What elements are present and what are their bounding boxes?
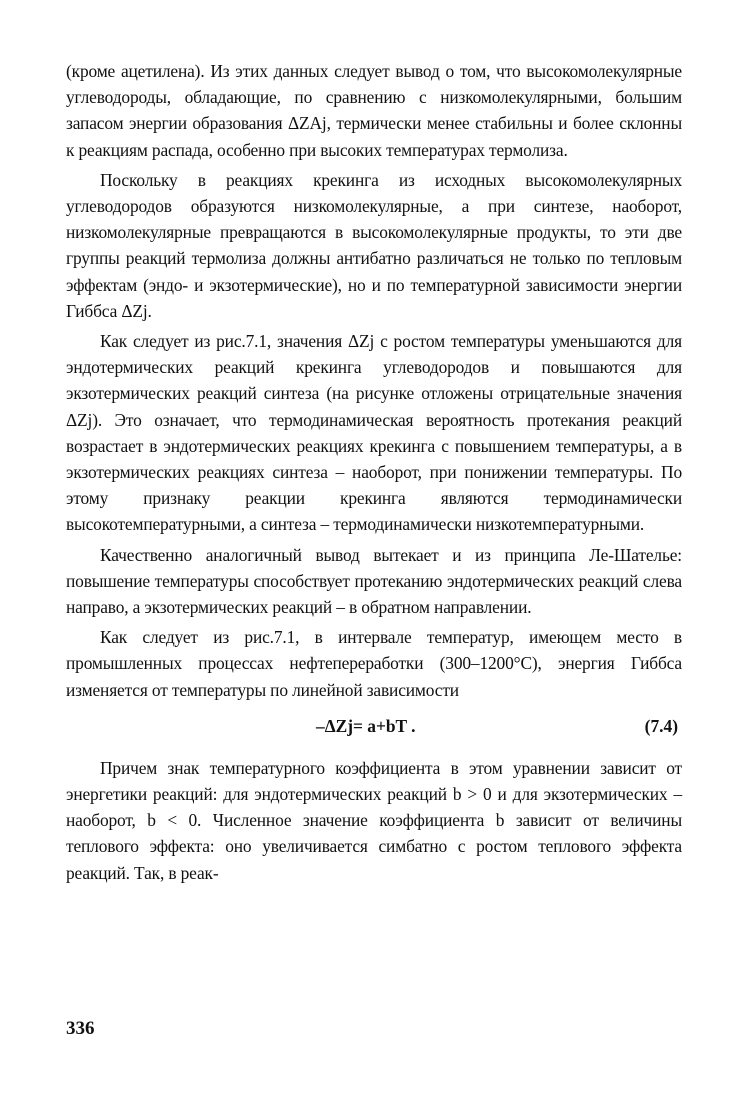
paragraph-4: Качественно аналогичный вывод вытекает и из принципа Ле-Шателье: повышение температуры способствует протеканию эндотермических реакций слева направо, а экзотермических реакций – в обратном направлении.	[66, 544, 682, 618]
paragraph-2: Поскольку в реакциях крекинга из исходных высокомолекулярных углеводородов образуются низкомолекулярные, а при синтезе, наоборот, низкомолекулярные превращаются в высокомолекулярные продукты, то эти две группы реакций термолиза должны антибатно различаться не только по тепловым эффектам (эндо- и экзотермические), но и по температурной зависимости энергии Гиббса ΔZj.	[66, 169, 682, 321]
equation-expression: –ΔZj= a+bT .	[316, 715, 416, 736]
paragraph-1: (кроме ацетилена). Из этих данных следует вывод о том, что высокомолекулярные углеводороды, обладающие, по сравнению с низкомолекулярными, большим запасом энергии образования ΔZAj, термически менее стабильны и более склонны к реакциям распада, особенно при высоких температурах термолиза.	[66, 61, 682, 160]
paragraph-3: Как следует из рис.7.1, значения ΔZj с ростом температуры уменьшаются для эндотермических реакций крекинга углеводородов и повышаются для экзотермических реакций синтеза (на рисунке отложены отрицательные значения ΔZj). Это означает, что термодинамическая вероятность протекания реакций возрастает в эндотермических реакциях крекинга с повышением температуры, а в экзотермических реакциях синтеза – наоборот, при понижении температуры. По этому признаку реакции крекинга являются термодинамически высокотемпературными, а синтеза – термодинамически низкотемпературными.	[66, 331, 682, 535]
page-body	[66, 58, 682, 886]
equation-number: (7.4)	[644, 715, 678, 736]
paragraph-6: Причем знак температурного коэффициента в этом уравнении зависит от энергетики реакций: для эндотермических реакций b > 0 и для экзотермических – наоборот, b < 0. Численное значение коэффициента b зависит от величины теплового эффекта: оно увеличивается симбатно с ростом теплового эффекта реакций. Так, в реак-	[66, 757, 682, 883]
paragraph-5: Как следует из рис.7.1, в интервале температур, имеющем место в промышленных процессах нефтепереработки (300–1200°С), энергия Гиббса изменяется от температуры по линейной зависимости	[66, 627, 682, 700]
page-number: 336	[66, 1018, 95, 1039]
equation-7-4	[66, 713, 682, 745]
